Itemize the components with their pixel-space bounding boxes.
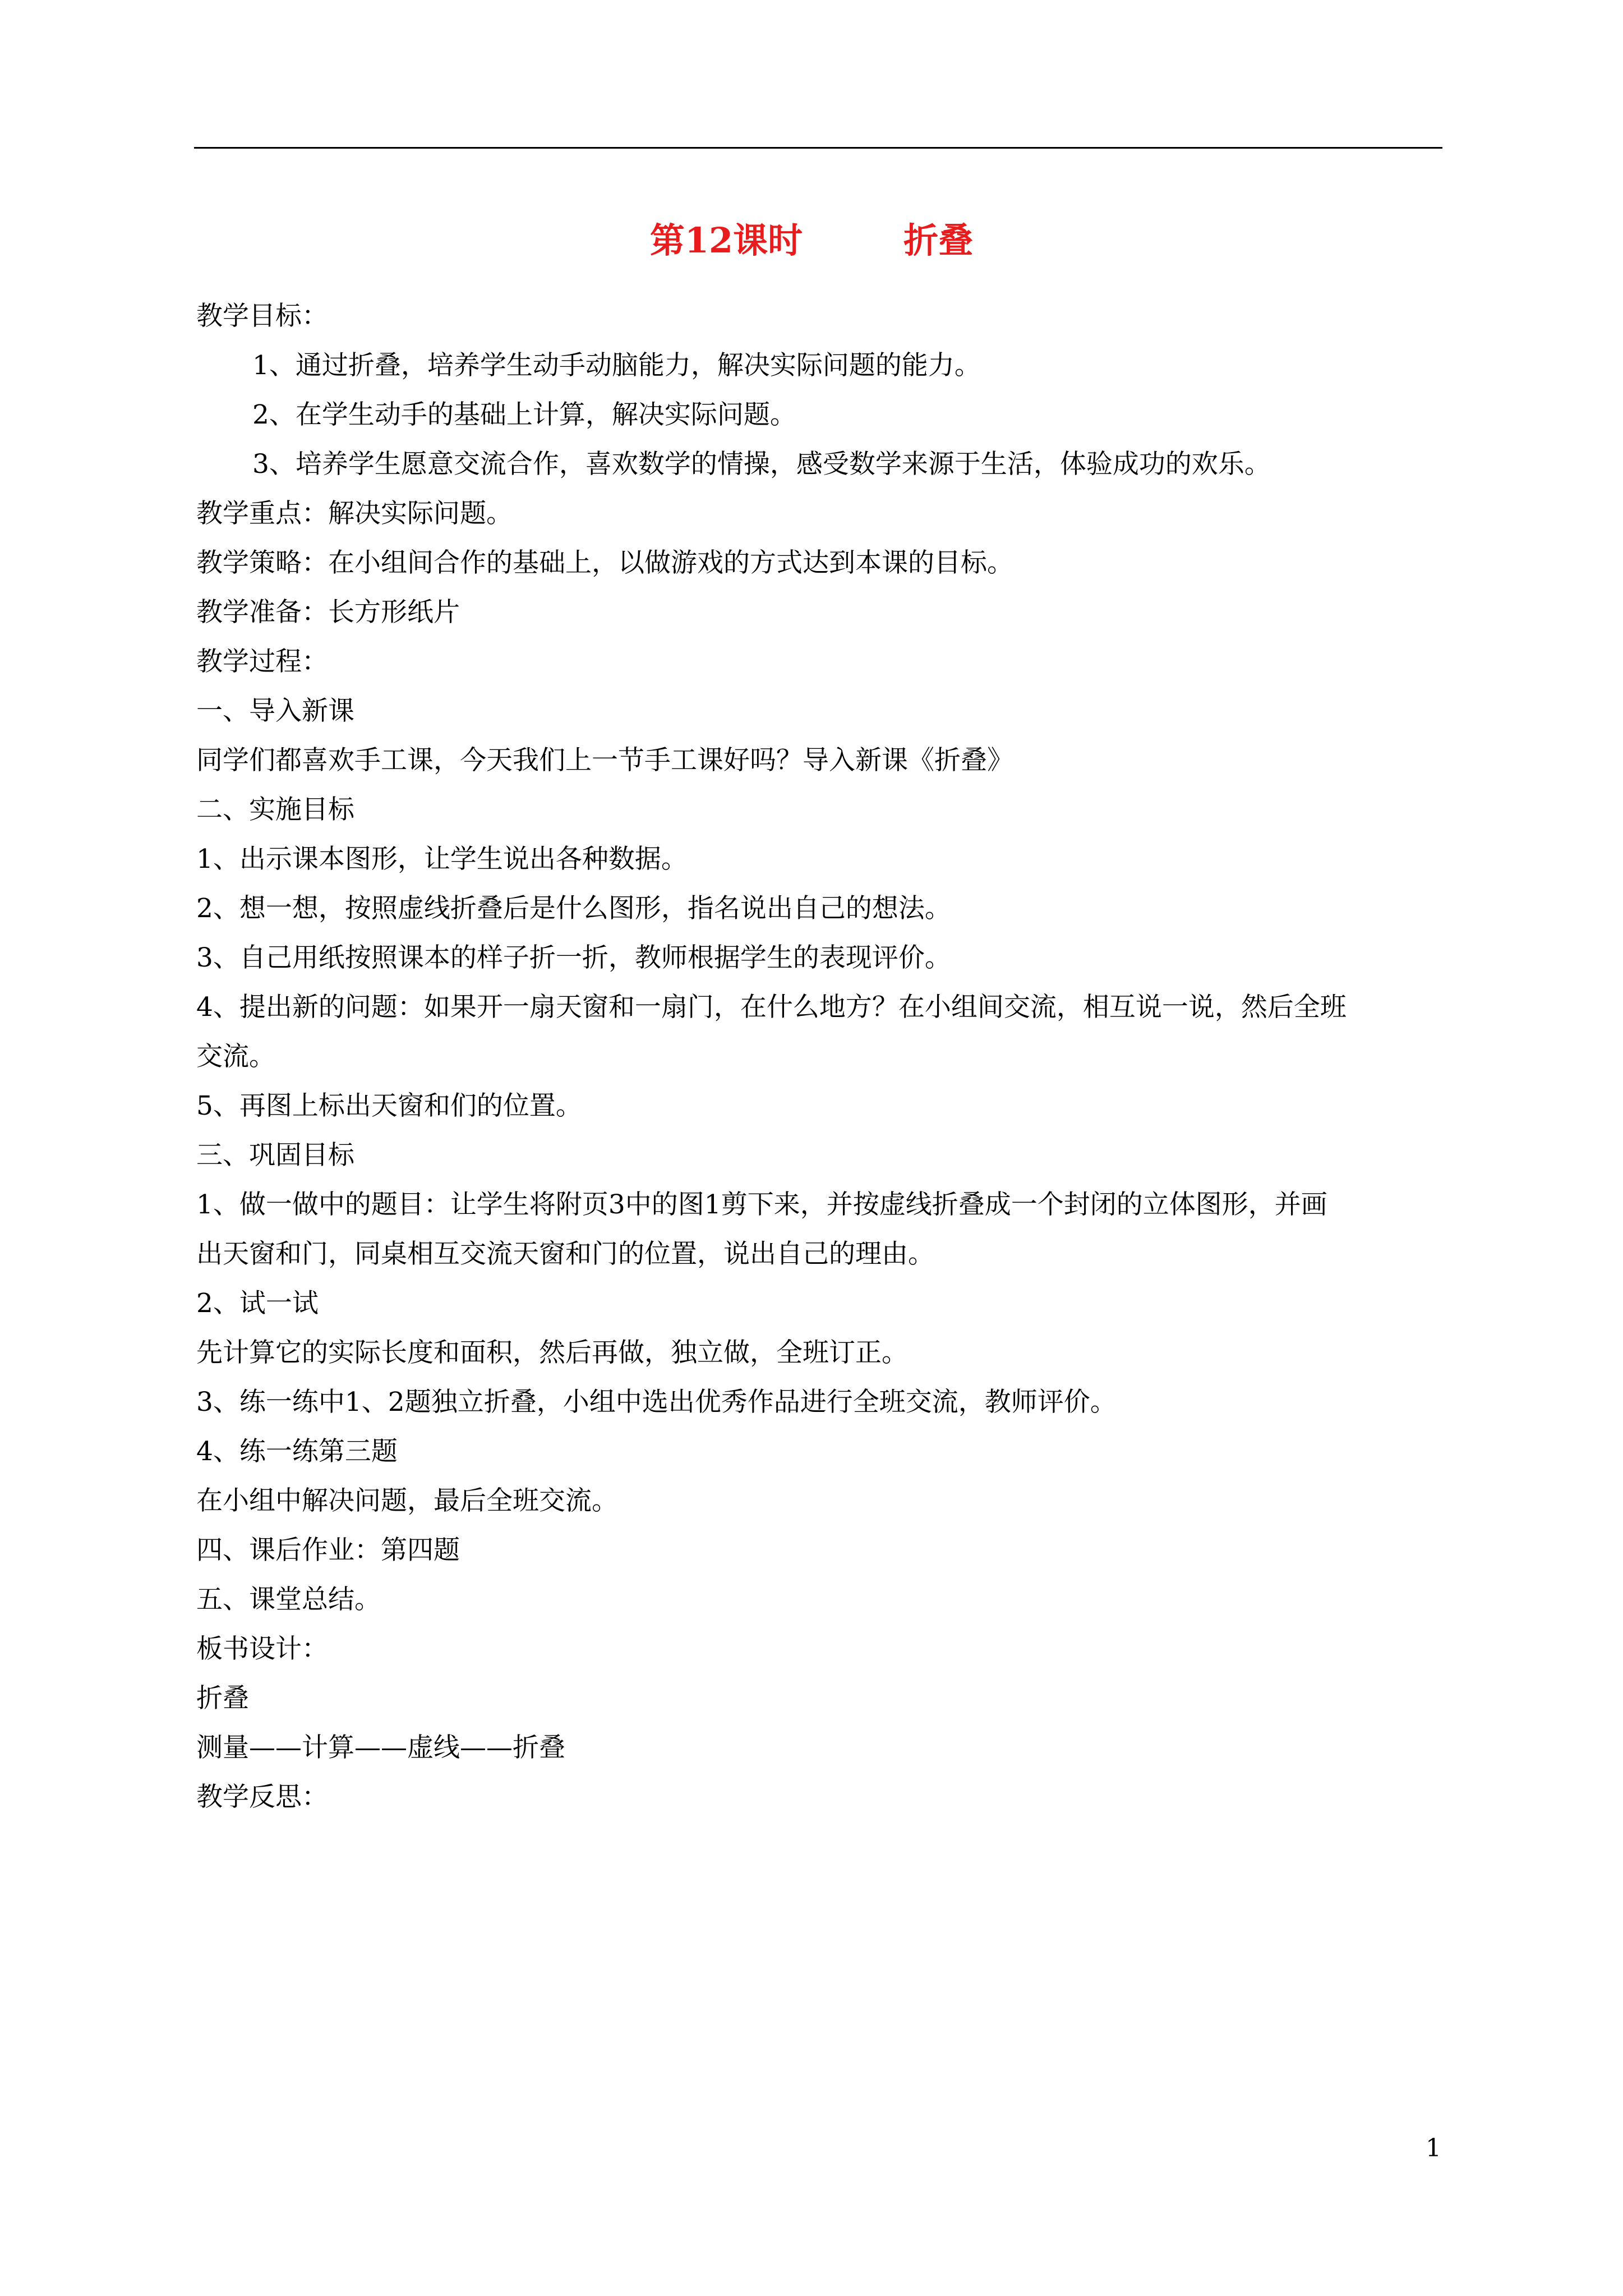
text-line: 测量——计算——虚线——折叠 xyxy=(196,1732,565,1763)
section-heading-intro: 一、导入新课 xyxy=(196,696,354,726)
section-heading-process: 教学过程： xyxy=(196,646,328,677)
text-line: 5、再图上标出天窗和们的位置。 xyxy=(196,1091,582,1121)
header-rule xyxy=(194,147,1442,149)
lesson-number: 第12课时 xyxy=(649,220,803,261)
objective-item: 3、培养学生愿意交流合作，喜欢数学的情操，感受数学来源于生活，体验成功的欢乐。 xyxy=(252,449,1271,480)
text-line: 4、提出新的问题：如果开一扇天窗和一扇门，在什么地方？在小组间交流，相互说一说，然后全班 xyxy=(196,992,1347,1023)
text-line: 同学们都喜欢手工课，今天我们上一节手工课好吗？导入新课《折叠》 xyxy=(196,745,1013,776)
text-line: 先计算它的实际长度和面积，然后再做，独立做，全班订正。 xyxy=(196,1337,908,1368)
section-heading-implement: 二、实施目标 xyxy=(196,794,354,825)
text-line: 折叠 xyxy=(196,1683,249,1714)
section-heading-objectives: 教学目标： xyxy=(196,301,328,332)
text-line: 1、做一做中的题目：让学生将附页3中的图1剪下来，并按虚线折叠成一个封闭的立体图形，并画 xyxy=(196,1189,1327,1220)
section-heading-summary: 五、课堂总结。 xyxy=(196,1584,381,1615)
text-line: 出天窗和门，同桌相互交流天窗和门的位置，说出自己的理由。 xyxy=(196,1239,934,1269)
text-line: 在小组中解决问题，最后全班交流。 xyxy=(196,1485,618,1516)
text-line: 交流。 xyxy=(196,1041,275,1072)
section-heading-consolidate: 三、巩固目标 xyxy=(196,1140,354,1171)
lesson-topic: 折叠 xyxy=(903,220,974,261)
section-heading-reflection: 教学反思： xyxy=(196,1782,328,1812)
page-title xyxy=(0,215,1623,266)
text-line: 3、练一练中1、2题独立折叠，小组中选出优秀作品进行全班交流，教师评价。 xyxy=(196,1387,1117,1418)
text-line: 3、自己用纸按照课本的样子折一折，教师根据学生的表现评价。 xyxy=(196,942,951,973)
text-line: 1、出示课本图形，让学生说出各种数据。 xyxy=(196,844,688,875)
text-line: 2、想一想，按照虚线折叠后是什么图形，指名说出自己的想法。 xyxy=(196,893,951,924)
text-line: 4、练一练第三题 xyxy=(196,1436,398,1467)
text-line: 2、试一试 xyxy=(196,1288,319,1319)
page-number: 1 xyxy=(1426,2134,1441,2162)
key-point: 教学重点：解决实际问题。 xyxy=(196,498,513,529)
teaching-materials: 教学准备：长方形纸片 xyxy=(196,597,460,628)
document-body xyxy=(196,292,1447,1822)
section-heading-board: 板书设计： xyxy=(196,1634,328,1664)
teaching-strategy: 教学策略：在小组间合作的基础上，以做游戏的方式达到本课的目标。 xyxy=(196,547,1013,578)
section-heading-homework: 四、课后作业：第四题 xyxy=(196,1535,460,1566)
objective-item: 1、通过折叠，培养学生动手动脑能力，解决实际问题的能力。 xyxy=(252,350,981,381)
objective-item: 2、在学生动手的基础上计算，解决实际问题。 xyxy=(252,399,796,430)
